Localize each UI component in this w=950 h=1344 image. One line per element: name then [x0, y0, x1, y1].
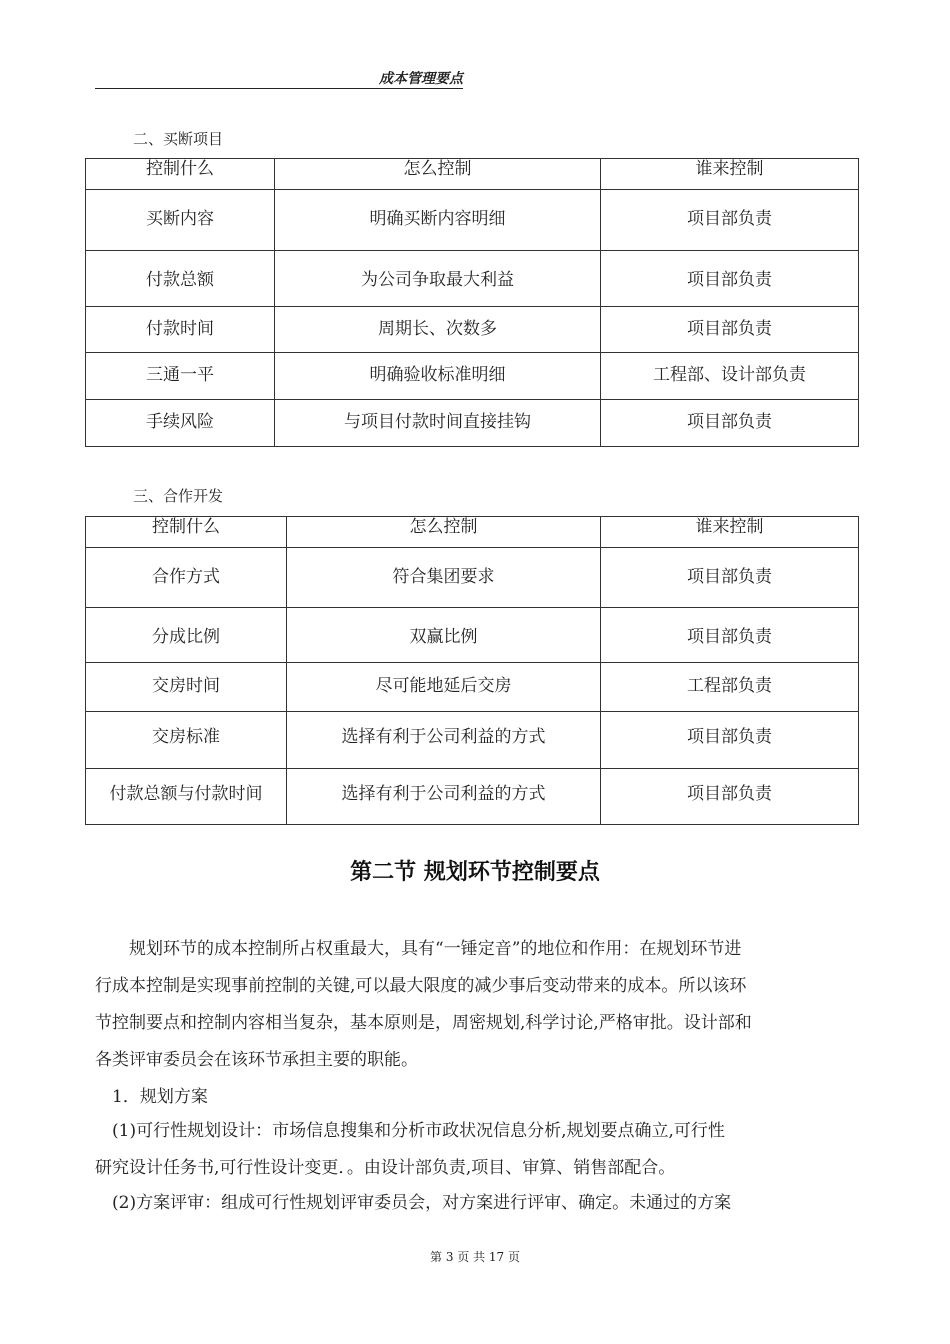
table-row — [86, 663, 859, 712]
buyout-table — [85, 158, 859, 447]
table-header-row — [86, 159, 859, 190]
table-cell: 项目部负责 — [601, 712, 859, 769]
body-line: 规划环节的成本控制所占权重最大，具有“一锤定音”的地位和作用：在规划环节进 — [95, 939, 742, 959]
body-line: 行成本控制是实现事前控制的关键,可以最大限度的减少事后变动带来的成本。所以该环 — [95, 976, 747, 996]
table-row — [86, 307, 859, 353]
table-cell: 付款总额 — [86, 251, 275, 307]
section-label-buyout: 二、买断项目 — [133, 130, 224, 148]
body-line: (2)方案评审：组成可行性规划评审委员会，对方案进行评审、确定。未通过的方案 — [95, 1193, 732, 1213]
body-line: (1)可行性规划设计：市场信息搜集和分析市政状况信息分析,规划要点确立,可行性 — [95, 1121, 725, 1141]
table-cell: 工程部负责 — [601, 663, 859, 712]
table-cell: 为公司争取最大利益 — [275, 251, 601, 307]
body-line: 节控制要点和控制内容相当复杂，基本原则是，周密规划,科学讨论,严格审批。设计部和 — [95, 1013, 752, 1033]
body-line: 研究设计任务书,可行性设计变更．。由设计部负责,项目、审算、销售部配合。 — [95, 1158, 676, 1178]
table-cell: 项目部负责 — [601, 307, 859, 353]
table-cell: 交房标准 — [86, 712, 287, 769]
table-cell: 交房时间 — [86, 663, 287, 712]
section-label-cooperation: 三、合作开发 — [133, 487, 224, 505]
table-cell: 项目部负责 — [601, 769, 859, 825]
table-cell: 明确验收标准明细 — [275, 353, 601, 400]
body-line: 各类评审委员会在该环节承担主要的职能。 — [95, 1050, 418, 1070]
table-cell: 合作方式 — [86, 548, 287, 608]
table-cell: 买断内容 — [86, 190, 275, 251]
table-cell: 分成比例 — [86, 608, 287, 663]
table-row — [86, 400, 859, 447]
table-cell: 周期长、次数多 — [275, 307, 601, 353]
table-row — [86, 548, 859, 608]
body-line: 1．规划方案 — [95, 1087, 208, 1107]
header-cell: 谁来控制 — [601, 159, 859, 190]
chapter-title: 第二节 规划环节控制要点 — [350, 860, 600, 885]
table-row — [86, 190, 859, 251]
table-cell: 项目部负责 — [601, 251, 859, 307]
table-cell: 工程部、设计部负责 — [601, 353, 859, 400]
table-row — [86, 353, 859, 400]
table-row — [86, 608, 859, 663]
page-header — [95, 66, 463, 89]
table-cell: 项目部负责 — [601, 400, 859, 447]
table-cell: 双赢比例 — [287, 608, 601, 663]
table-cell: 与项目付款时间直接挂钩 — [275, 400, 601, 447]
header-cell: 怎么控制 — [287, 517, 601, 548]
page-footer: 第 3 页 共 17 页 — [430, 1250, 520, 1264]
header-cell: 控制什么 — [86, 517, 287, 548]
header-cell: 怎么控制 — [275, 159, 601, 190]
table-cell: 选择有利于公司利益的方式 — [287, 769, 601, 825]
table-row — [86, 769, 859, 825]
table-cell: 选择有利于公司利益的方式 — [287, 712, 601, 769]
table-cell: 项目部负责 — [601, 608, 859, 663]
header-cell: 谁来控制 — [601, 517, 859, 548]
table-cell: 手续风险 — [86, 400, 275, 447]
header-cell: 控制什么 — [86, 159, 275, 190]
table-cell: 符合集团要求 — [287, 548, 601, 608]
table-cell: 项目部负责 — [601, 548, 859, 608]
table-header-row — [86, 517, 859, 548]
cooperation-table — [85, 516, 859, 825]
table-row — [86, 712, 859, 769]
table-cell: 项目部负责 — [601, 190, 859, 251]
table-cell: 明确买断内容明细 — [275, 190, 601, 251]
header-title: 成本管理要点 — [379, 71, 463, 87]
table-cell: 三通一平 — [86, 353, 275, 400]
table-row — [86, 251, 859, 307]
table-cell: 付款时间 — [86, 307, 275, 353]
table-cell: 付款总额与付款时间 — [86, 769, 287, 825]
table-cell: 尽可能地延后交房 — [287, 663, 601, 712]
